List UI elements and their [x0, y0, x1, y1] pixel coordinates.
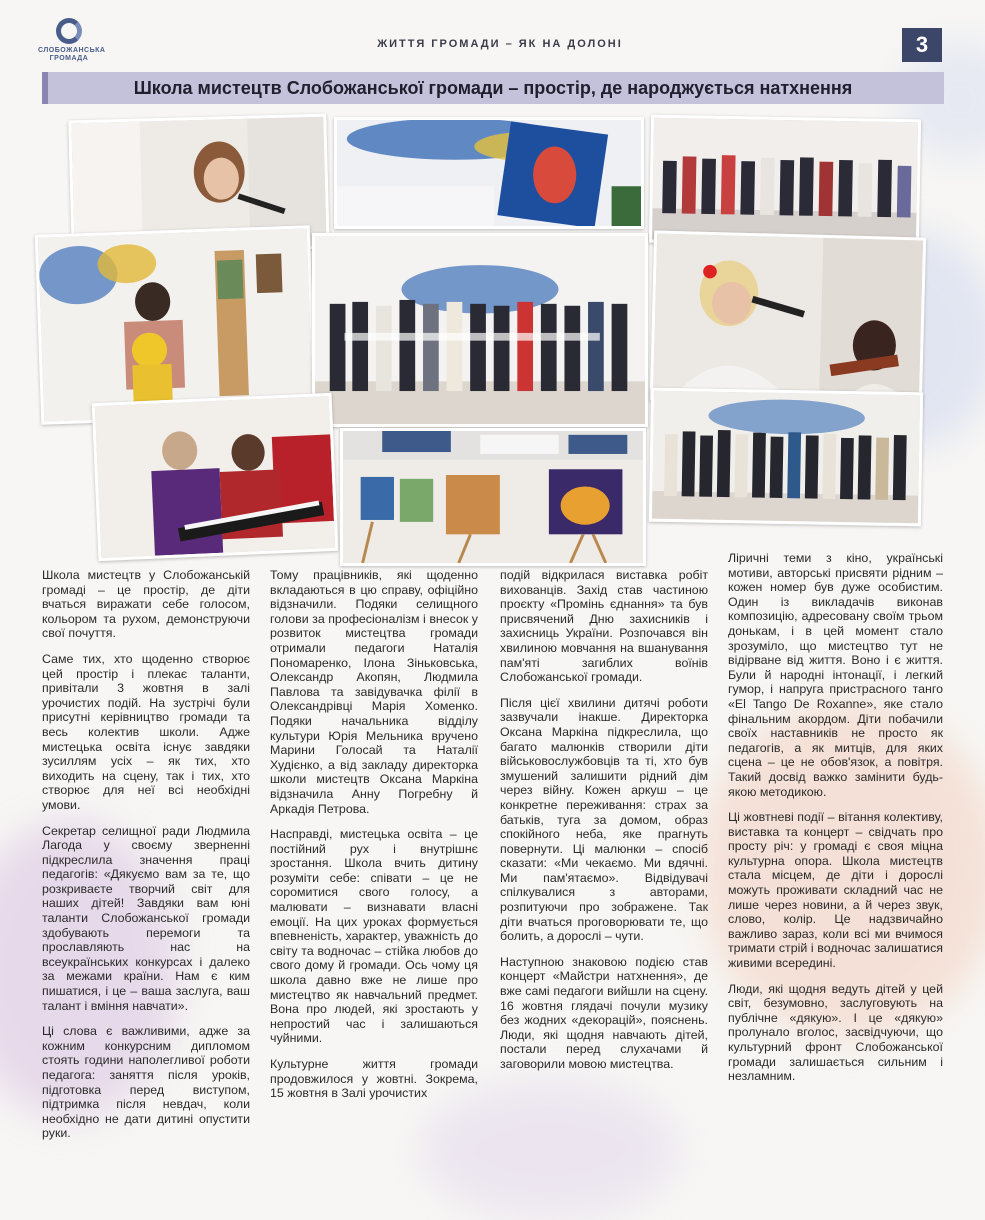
paragraph: Саме тих, хто щоденно створює цей простір і плекає таланти, привітали 3 жовтня в залі урочистих подій. На зустрічі були присутні керівництво громади та весь колектив школи. Адже мистецька освіта існує завдяки зусиллям усіх – як тих, хто виходить на сцену, так і тих, хто створює для неї всі необхідні умови.: [42, 651, 250, 812]
photo-teachers-piano: [92, 393, 339, 561]
community-logo: [38, 18, 106, 63]
article-column-4: [728, 551, 943, 1095]
photo-singer-violinist: [650, 230, 926, 407]
paragraph: Тому працівників, які щоденно вкладаються в цю справу, офіційно відзначили. Подяки селищного голови за професіоналізм і внесок у розвиток мистецтва громади отримали педагоги Наталія Пономаренко, Ілона Зіньковська, Олександр Акопян, Людмила Павлова та завідувачка філії в Олександрівці Марія Хоменко. Подяки начальника відділу культури Юрія Мельника вручено Марини Голосай та Наталії Худієнко, а від закладу директорка школи мистецтв Оксана Маркіна відзначила Анну Погребну й Аркадія Петрова.: [270, 568, 478, 816]
paragraph: Ці слова є важливими, адже за кожним конкурсним дипломом стоять години наполегливої роботи педагога: заняття після уроків, підготовка перед виступом, підтримка після невдач, коли необхідно не дати дитині опустити руки.: [42, 1024, 250, 1141]
article-column-3: [500, 568, 708, 1083]
paragraph: Ці жовтневі події – вітання колективу, виставка та концерт – свідчать про просту річ: у громаді є своя міцна культурна опора. Школа мистецтв стала місцем, де діти і дорослі можуть проживати складний час не лише через новини, а й через звук, слово, колір. Це надзвичайно важливо зараз, коли всі ми вчимося тримати стрій і водночас залишатися живими всередині.: [728, 810, 943, 971]
photo-painting-exhibit: [334, 117, 644, 229]
page-headline: Школа мистецтв Слобожанської громади – простір, де народжується натхнення: [133, 78, 853, 98]
photo-group-stage: [649, 115, 921, 248]
page-number: 3: [902, 28, 942, 62]
article-column-2: [270, 568, 478, 1112]
paragraph: подій відкрилася виставка робіт вихованців. Захід став частиною проєкту «Промінь єднання» та був присвячений Дню захисників і захисниць України. Розпочався він хвилиною мовчання на вшанування пам'яті загиблих воїнів Слобожанської громади.: [500, 568, 708, 685]
section-title: ЖИТТЯ ГРОМАДИ – ЯК НА ДОЛОНІ: [377, 38, 623, 50]
paragraph: Люди, які щодня ведуть дітей у цей світ, безумовно, заслуговують на публічне «дякую». І це «дякую» пролунало вголос, засвідчуючи, що культурний фронт Слобожанської громади залишається сильним і незламним.: [728, 981, 943, 1084]
paragraph: Культурне життя громади продовжилося у жовтні. Зокрема, 15 жовтня в Залі урочистих: [270, 1057, 478, 1101]
paragraph: Наступною знаковою подією став концерт «Майстри натхнення», де вже самі педагоги вийшли на сцену. 16 жовтня глядачі почули музику без жодних «декорацій», пояснень. Люди, які щодня навчають дітей, постали перед слухачами й заговорили мовою мистецтва.: [500, 954, 708, 1071]
paragraph: Насправді, мистецька освіта – це постійний рух і внутрішнє зростання. Школа вчить дитину розуміти себе: співати – це не соромитися свого голосу, а малювати – визнавати власні емоції. На цих уроках формується впевненість, характер, уважність до світу та водночас – стійка любов до свого дому й громади. Ось чому ця школа давно вже не лише про мистецтво як навчальний предмет. Вона про людей, які зростають у непростий час і залишаються чуйними.: [270, 827, 478, 1046]
paragraph: Школа мистецтв у Слобожанській громаді – це простір, де діти вчаться виражати себе голосом, кольором та рухом, демонструючи свої почуття.: [42, 568, 250, 641]
photo-students-group: [649, 388, 923, 527]
paragraph: Секретар селищної ради Людмила Лагода у своєму зверненні підкреслила значення праці педагогів: «Дякуємо вам за те, що розкриваєте творчий світ для наших дітей! Завдяки вам юні таланти Слобожанської громади здобувають перемоги та прославляють нас на всеукраїнських конкурсах і далеко за межами країни. Нам є ким пишатися, і це – ваша заслуга, ваш талант і вміння навчати».: [42, 823, 250, 1013]
photo-paintings-easels: [340, 428, 646, 566]
photo-award-group: [312, 233, 648, 427]
article-column-1: [42, 568, 250, 1152]
logo-icon: [56, 18, 82, 44]
paragraph: Ліричні теми з кіно, українські мотиви, авторські присвяти рідним – кожен номер був дуже особистим. Один із викладачів виконав композицію, адресовану своїм трьом донькам, і в цей момент стало зрозуміло, що мистецтво тут не відірване від життя. Воно і є життя. Були й народні інтонації, і легкий гумор, і напруга пристрасного танго «El Tango De Roxanne», яке стало фінальним акордом. Діти побачили своїх наставників не просто як педагогів, а як митців, для яких сцена – це не обов'язок, а повітря. Такий досвід важко замінити будь-якою методикою.: [728, 551, 943, 799]
paragraph: Після цієї хвилини дитячі роботи зазвучали інакше. Директорка Оксана Маркіна підкреслила, що багато малюнків створили діти військовослужбовців та ті, хто був змушений залишити рідний дім через війну. Кожен аркуш – це конкретне переживання: страх за батьків, туга за домом, образ спокійного неба, яке прагнуть повернути. Ці малюнки – спосіб сказати: «Ми чекаємо. Ми вдячні. Ми пам'ятаємо». Відвідувачі спілкувалися з авторами, розпитуючи про зображене. Так діти вчаться проговорювати те, що болить, а дорослі – чути.: [500, 695, 708, 944]
logo-text: СЛОБОЖАНСЬКА ГРОМАДА: [38, 47, 106, 62]
